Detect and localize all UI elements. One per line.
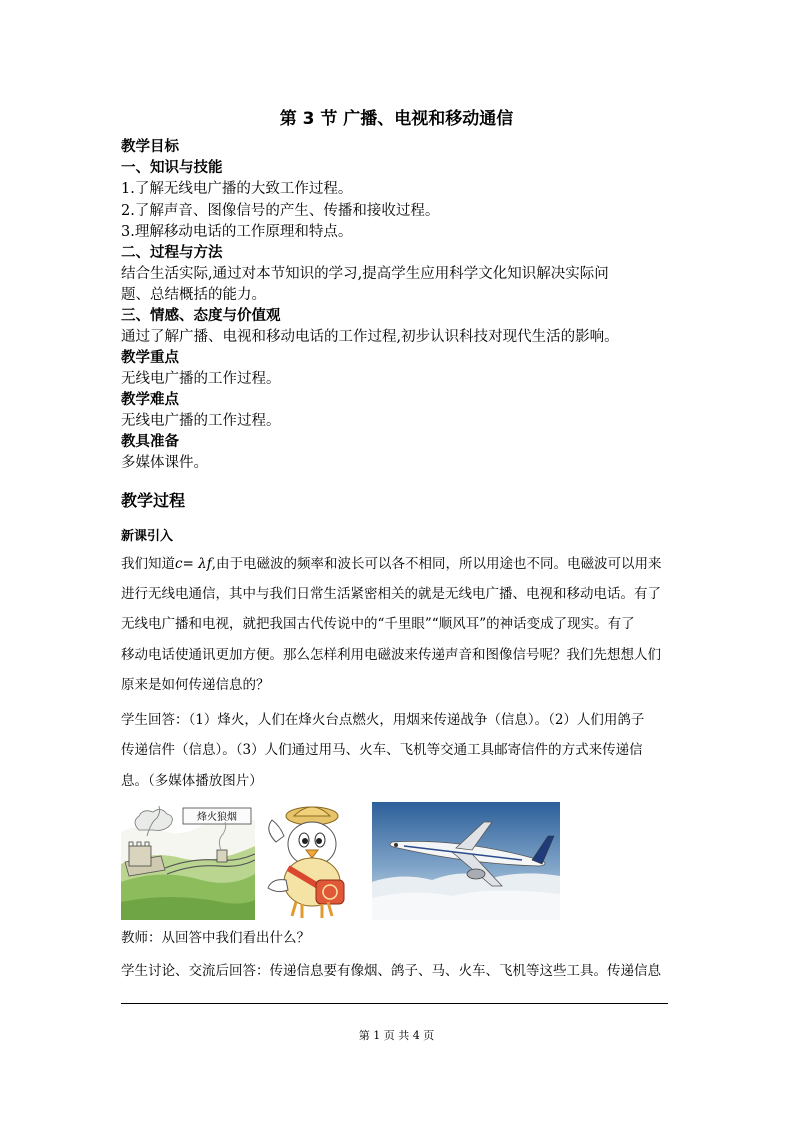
beacon-fire-image bbox=[121, 802, 255, 920]
footer-divider bbox=[121, 1003, 668, 1004]
intro-line-rest: ,由于电磁波的频率和波长可以各不相同，所以用途也不同。电磁波可以用来 bbox=[211, 556, 662, 572]
teacher-question-line: 教师：从回答中我们看出什么？ bbox=[121, 930, 310, 946]
paragraph-line: 结合生活实际,通过对本节知识的学习,提高学生应用科学文化知识解决实际问 bbox=[121, 266, 609, 282]
airplane-image bbox=[372, 802, 560, 920]
paragraph-line: 通过了解广播、电视和移动电话的工作过程,初步认识科技对现代生活的影响。 bbox=[121, 329, 619, 345]
intro-line: 进行无线电通信，其中与我们日常生活紧密相关的就是无线电广播、电视和移动电话。有了 bbox=[121, 586, 661, 602]
student-answer-line: 学生回答：（1）烽火，人们在烽火台点燃火，用烟来传递战争（信息）。（2）人们用鸽子 bbox=[121, 712, 645, 728]
student-answer-line: 息。（多媒体播放图片） bbox=[121, 773, 263, 789]
goal-item: 1.了解无线电广播的大致工作过程。 bbox=[121, 181, 353, 197]
intro-line: 原来是如何传递信息的？ bbox=[121, 677, 270, 693]
page-title: 第 3 节 广播、电视和移动通信 bbox=[279, 109, 514, 129]
goal-item: 3.理解移动电话的工作原理和特点。 bbox=[121, 224, 353, 240]
intro-line bbox=[121, 554, 662, 574]
student-answer-line: 传递信件（信息）。（3）人们通过用马、火车、飞机等交通工具邮寄信件的方式来传递信 bbox=[121, 742, 643, 758]
intro-line: 无线电广播和电视，就把我国古代传说中的“千里眼”“顺风耳”的神话变成了现实。有了 bbox=[121, 616, 635, 632]
goals-heading: 教学目标 bbox=[121, 139, 179, 155]
process-heading: 教学过程 bbox=[121, 491, 186, 510]
paragraph-line: 题、总结概括的能力。 bbox=[121, 287, 266, 303]
page-footer: 第 1 页 共 4 页 bbox=[358, 1029, 435, 1042]
difficulty-text: 无线电广播的工作过程。 bbox=[121, 413, 281, 429]
beacon-fire-caption: 烽火狼烟 bbox=[197, 812, 237, 823]
carrier-pigeon-image bbox=[262, 802, 364, 920]
intro-line: 移动电话使通讯更加方便。那么怎样利用电磁波来传递声音和图像信号呢？我们先想想人们 bbox=[121, 647, 661, 663]
student-discussion-line: 学生讨论、交流后回答：传递信息要有像烟、鸽子、马、火车、飞机等这些工具。传递信息 bbox=[121, 963, 661, 979]
intro-heading: 新课引入 bbox=[121, 529, 174, 544]
intro-line-start: 我们知道 bbox=[121, 556, 175, 572]
section3-heading: 三、情感、态度与价值观 bbox=[121, 308, 281, 324]
tools-text: 多媒体课件。 bbox=[121, 455, 208, 471]
goal-item: 2.了解声音、图像信号的产生、传播和接收过程。 bbox=[121, 203, 440, 219]
wave-formula: c= λf bbox=[175, 556, 212, 572]
section2-heading: 二、过程与方法 bbox=[121, 245, 223, 261]
key-point-text: 无线电广播的工作过程。 bbox=[121, 371, 281, 387]
section1-heading: 一、知识与技能 bbox=[121, 160, 223, 176]
key-point-heading: 教学重点 bbox=[121, 350, 179, 366]
difficulty-heading: 教学难点 bbox=[121, 392, 179, 408]
tools-heading: 教具准备 bbox=[121, 434, 179, 450]
